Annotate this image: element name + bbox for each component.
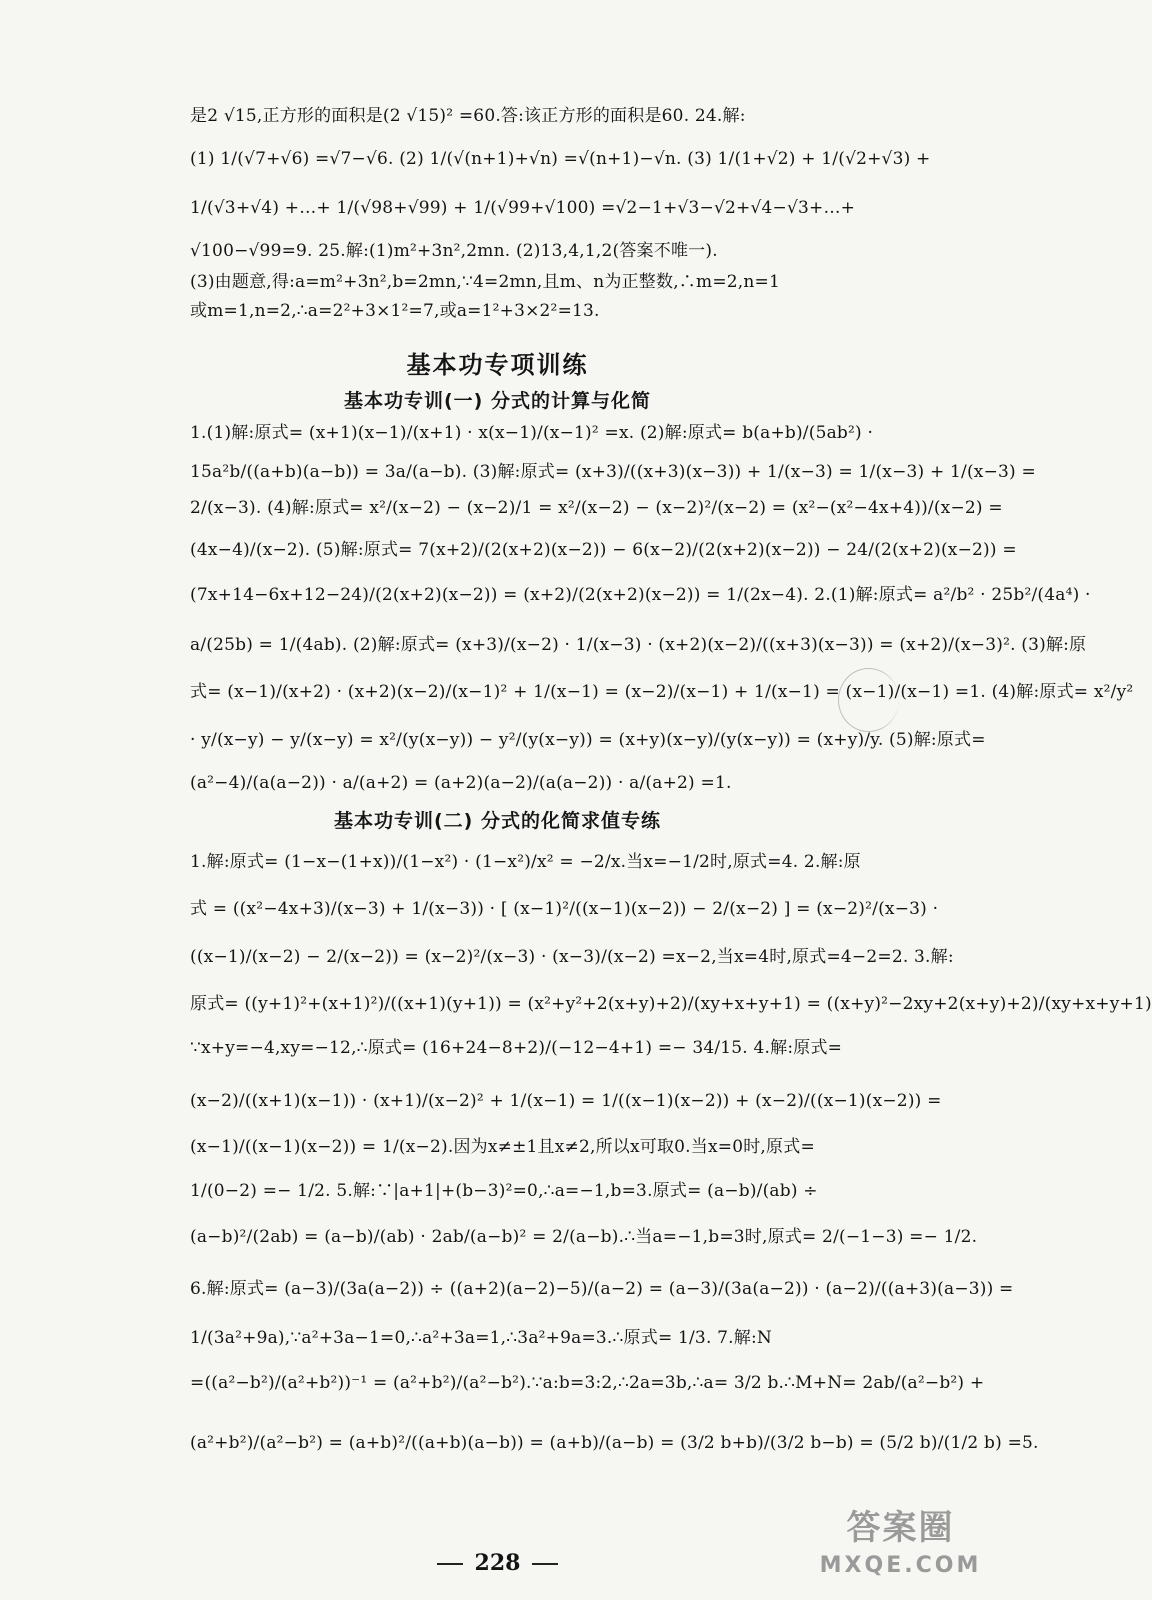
dash-left [437,1563,463,1565]
text-line: 1.(1)解:原式= (x+1)(x−1)/(x+1) · x(x−1)/(x−1)² =x. (2)解:原式= b(a+b)/(5ab²) · [190,423,874,443]
subsection-title-1: 基本功专训(一) 分式的计算与化简 [344,390,651,412]
text-line: (a²+b²)/(a²−b²) = (a+b)²/((a+b)(a−b)) = (a+b)/(a−b) = (3/2 b+b)/(3/2 b−b) = (5/2 b)/(1/2 b) =5. [190,1433,1039,1453]
text-line: √100−√99=9. 25.解:(1)m²+3n²,2mn. (2)13,4,1,2(答案不唯一). [190,241,718,261]
text-line: a/(25b) = 1/(4ab). (2)解:原式= (x+3)/(x−2) · 1/(x−3) · (x+2)(x−2)/((x+3)(x−3)) = (x+2)/(x−3)². (3)解:原 [190,635,1087,655]
text-line: =((a²−b²)/(a²+b²))⁻¹ = (a²+b²)/(a²−b²).∵a:b=3:2,∴2a=3b,∴a= 3/2 b.∴M+N= 2ab/(a²−b²) + [190,1373,985,1393]
text-line: 或m=1,n=2,∴a=2²+3×1²=7,或a=1²+3×2²=13. [190,301,600,321]
text-line: (4x−4)/(x−2). (5)解:原式= 7(x+2)/(2(x+2)(x−2)) − 6(x−2)/(2(x+2)(x−2)) − 24/(2(x+2)(x−2)) = [190,540,1017,560]
text-line: ((x−1)/(x−2) − 2/(x−2)) = (x−2)²/(x−3) · (x−3)/(x−2) =x−2,当x=4时,原式=4−2=2. 3.解: [190,947,954,967]
text-line: 1/(0−2) =− 1/2. 5.解:∵|a+1|+(b−3)²=0,∴a=−1,b=3.原式= (a−b)/(ab) ÷ [190,1181,818,1201]
subsection-title-2: 基本功专训(二) 分式的化简求值专练 [334,810,661,832]
text-line: (a²−4)/(a(a−2)) · a/(a+2) = (a+2)(a−2)/(a(a−2)) · a/(a+2) =1. [190,773,732,793]
dash-right [532,1563,558,1565]
text-line: (a−b)²/(2ab) = (a−b)/(ab) · 2ab/(a−b)² = 2/(a−b).∴当a=−1,b=3时,原式= 2/(−1−3) =− 1/2. [190,1227,978,1247]
section-title: 基本功专项训练 [406,351,589,379]
text-line: 1/(3a²+9a),∵a²+3a−1=0,∴a²+3a=1,∴3a²+9a=3.∴原式= 1/3. 7.解:N [190,1328,772,1348]
text-line: 原式= ((y+1)²+(x+1)²)/((x+1)(y+1)) = (x²+y²+2(x+y)+2)/(xy+x+y+1) = ((x+y)²−2xy+2(x+y)+2)/(xy+x+y+1) [190,994,1152,1014]
watermark-bottom: MXQE.COM [819,1553,982,1578]
page-number: 228 [0,1550,995,1576]
text-line: 1/(√3+√4) +…+ 1/(√98+√99) + 1/(√99+√100) =√2−1+√3−√2+√4−√3+…+ [190,198,856,218]
text-line: (3)由题意,得:a=m²+3n²,b=2mn,∵4=2mn,且m、n为正整数,∴m=2,n=1 [190,272,780,292]
text-line: (7x+14−6x+12−24)/(2(x+2)(x−2)) = (x+2)/(2(x+2)(x−2)) = 1/(2x−4). 2.(1)解:原式= a²/b² · 25b²/(4a⁴) · [190,585,1091,605]
text-line: 15a²b/((a+b)(a−b)) = 3a/(a−b). (3)解:原式= (x+3)/((x+3)(x−3)) + 1/(x−3) = 1/(x−3) + 1/(x−3) = [190,462,1036,482]
text-line: · y/(x−y) − y/(x−y) = x²/(y(x−y)) − y²/(y(x−y)) = (x+y)(x−y)/(y(x−y)) = (x+y)/y. (5)解:原式= [190,730,986,750]
text-line: 式 = ((x²−4x+3)/(x−3) + 1/(x−3)) · [ (x−1)²/((x−1)(x−2)) − 2/(x−2) ] = (x−2)²/(x−3) · [190,899,939,919]
watermark-top: 答案圈 [846,1508,955,1548]
text-line: (x−1)/((x−1)(x−2)) = 1/(x−2).因为x≠±1且x≠2,所以x可取0.当x=0时,原式= [190,1137,815,1157]
text-line: (x−2)/((x+1)(x−1)) · (x+1)/(x−2)² + 1/(x−1) = 1/((x−1)(x−2)) + (x−2)/((x−1)(x−2)) = [190,1091,942,1111]
text-line: ∵x+y=−4,xy=−12,∴原式= (16+24−8+2)/(−12−4+1) =− 34/15. 4.解:原式= [190,1038,843,1058]
text-line: 式= (x−1)/(x+2) · (x+2)(x−2)/(x−1)² + 1/(x−1) = (x−2)/(x−1) + 1/(x−1) = (x−1)/(x−1) =1. (4)解:原式= x²/y² [190,682,1134,702]
text-line: (1) 1/(√7+√6) =√7−√6. (2) 1/(√(n+1)+√n) =√(n+1)−√n. (3) 1/(1+√2) + 1/(√2+√3) + [190,149,931,169]
text-line: 2/(x−3). (4)解:原式= x²/(x−2) − (x−2)/1 = x²/(x−2) − (x−2)²/(x−2) = (x²−(x²−4x+4))/(x−2) = [190,498,1003,518]
watermark-logo [818,1505,983,1590]
text-line: 1.解:原式= (1−x−(1+x))/(1−x²) · (1−x²)/x² = −2/x.当x=−1/2时,原式=4. 2.解:原 [190,852,861,872]
text-line: 6.解:原式= (a−3)/(3a(a−2)) ÷ ((a+2)(a−2)−5)/(a−2) = (a−3)/(3a(a−2)) · (a−2)/((a+3)(a−3)) = [190,1279,1014,1299]
text-line: 是2 √15,正方形的面积是(2 √15)² =60.答:该正方形的面积是60. 24.解: [190,106,746,126]
margin-stamp [838,668,899,732]
